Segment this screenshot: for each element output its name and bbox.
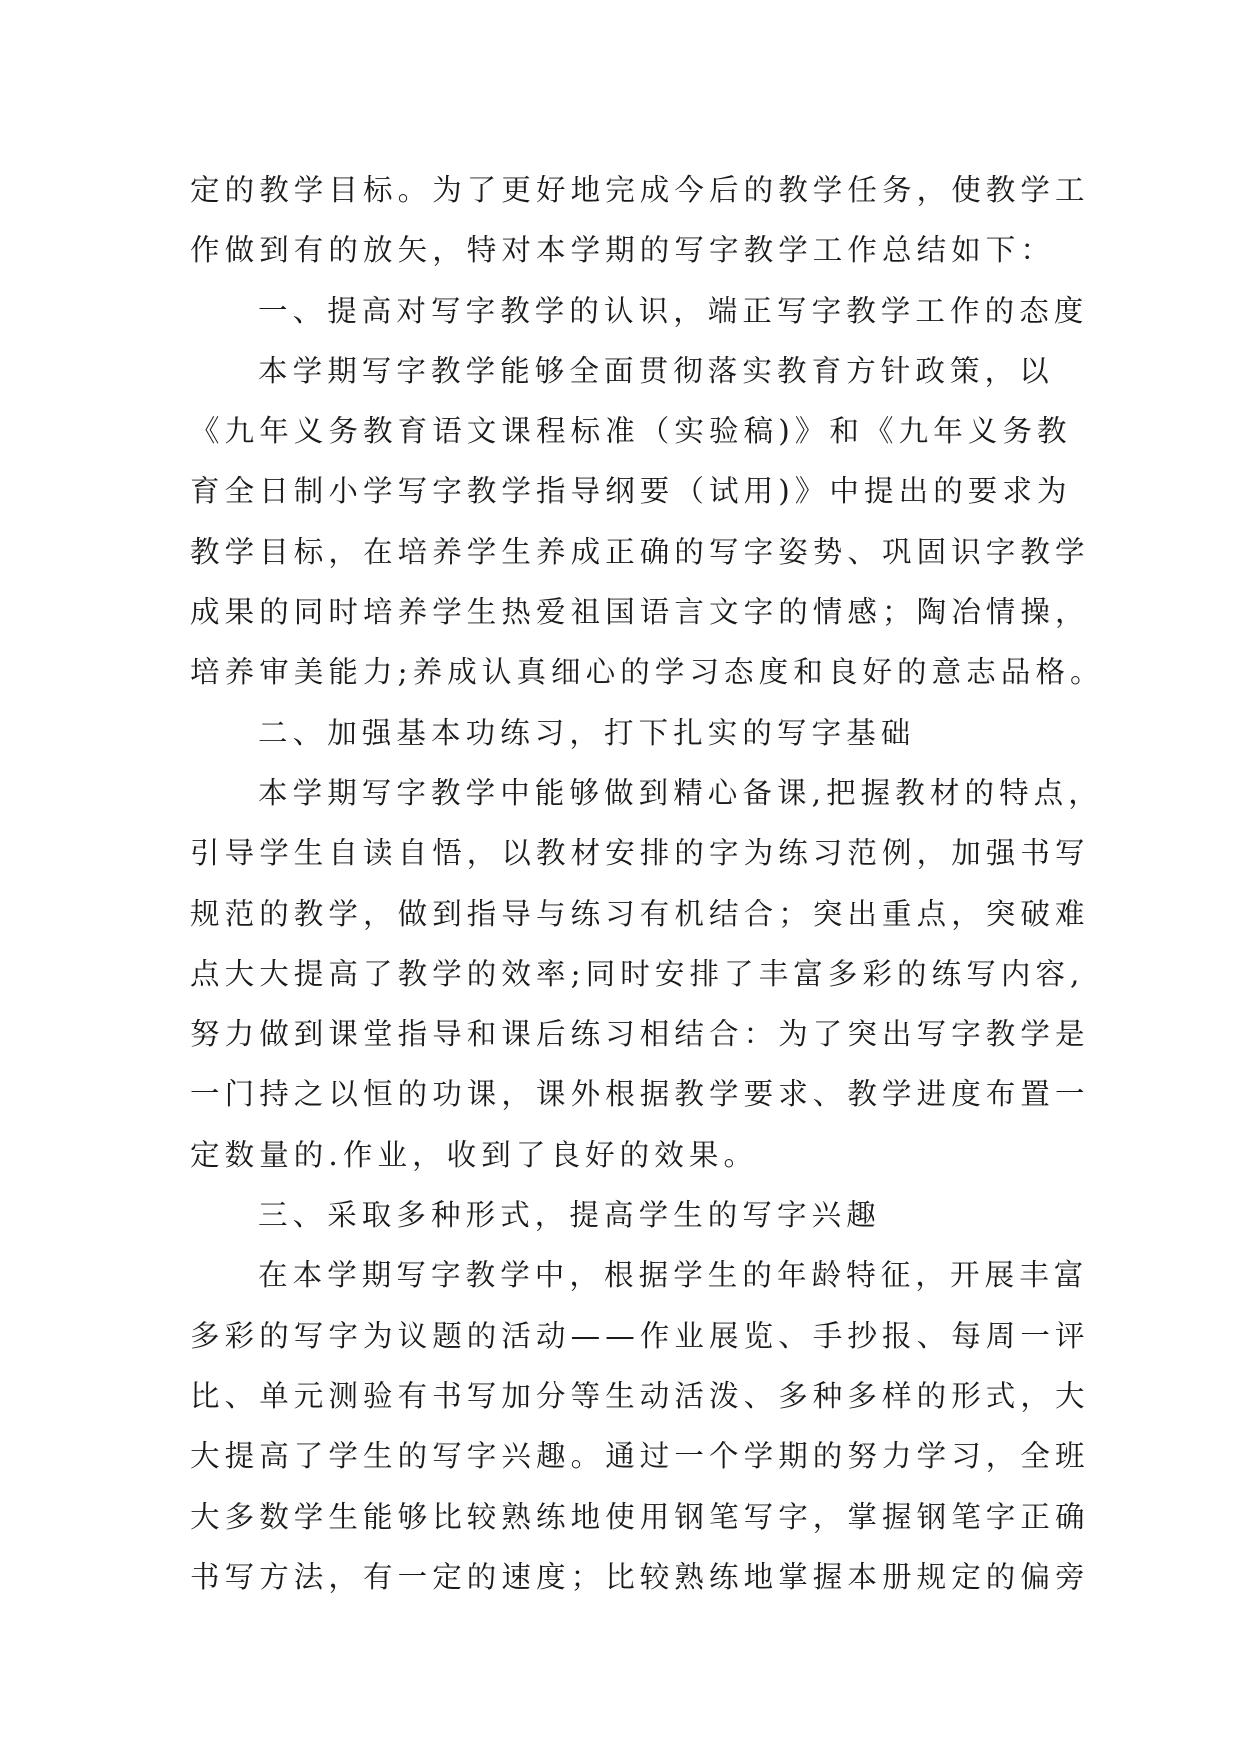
section-heading: 一、提高对写字教学的认识，端正写字教学工作的态度 — [258, 293, 1089, 328]
text-line: 培养审美能力;养成认真细心的学习态度和良好的意志品格。 — [190, 655, 1105, 690]
section-heading: 二、加强基本功练习，打下扎实的写字基础 — [258, 715, 916, 750]
text-line: 《九年义务教育语文课程标准（实验稿)》和《九年义务教 — [190, 414, 1072, 449]
text-line: 育全日制小学写字教学指导纲要（试用)》中提出的要求为 — [190, 474, 1072, 509]
text-line: 书写方法，有一定的速度；比较熟练地掌握本册规定的偏旁 — [190, 1559, 1090, 1594]
text-line: 作做到有的放矢，特对本学期的写字教学工作总结如下： — [190, 233, 1056, 268]
text-line: 大提高了学生的写字兴趣。通过一个学期的努力学习，全班 — [190, 1439, 1090, 1474]
text-line: 规范的教学，做到指导与练习有机结合；突出重点，突破难 — [190, 896, 1090, 931]
body-text — [190, 160, 1105, 1607]
text-line: 大多数学生能够比较熟练地使用钢笔写字，掌握钢笔字正确 — [190, 1499, 1090, 1534]
text-line: 成果的同时培养学生热爱祖国语言文字的情感；陶冶情操， — [190, 595, 1090, 630]
text-line: 定数量的.作业，收到了良好的效果。 — [190, 1137, 759, 1172]
text-line: 在本学期写字教学中，根据学生的年龄特征，开展丰富 — [258, 1258, 1089, 1293]
text-line: 一门持之以恒的功课，课外根据教学要求、教学进度布置一 — [190, 1077, 1090, 1112]
section-heading: 三、采取多种形式，提高学生的写字兴趣 — [258, 1198, 881, 1233]
text-line: 引导学生自读自悟，以教材安排的字为练习范例，加强书写 — [190, 836, 1090, 871]
text-line: 本学期写字教学中能够做到精心备课,把握教材的特点， — [258, 775, 1103, 810]
text-line: 点大大提高了教学的效率;同时安排了丰富多彩的练写内容, — [190, 956, 1085, 991]
text-line: 教学目标，在培养学生养成正确的写字姿势、巩固识字教学 — [190, 534, 1090, 569]
text-line: 比、单元测验有书写加分等生动活泼、多种多样的形式，大 — [190, 1378, 1090, 1413]
text-line: 定的教学目标。为了更好地完成今后的教学任务，使教学工 — [190, 173, 1090, 207]
text-line: 努力做到课堂指导和课后练习相结合：为了突出写字教学是 — [190, 1017, 1090, 1052]
text-line: 多彩的写字为议题的活动——作业展览、手抄报、每周一评 — [190, 1318, 1090, 1353]
text-line: 本学期写字教学能够全面贯彻落实教育方针政策，以 — [258, 353, 1054, 388]
